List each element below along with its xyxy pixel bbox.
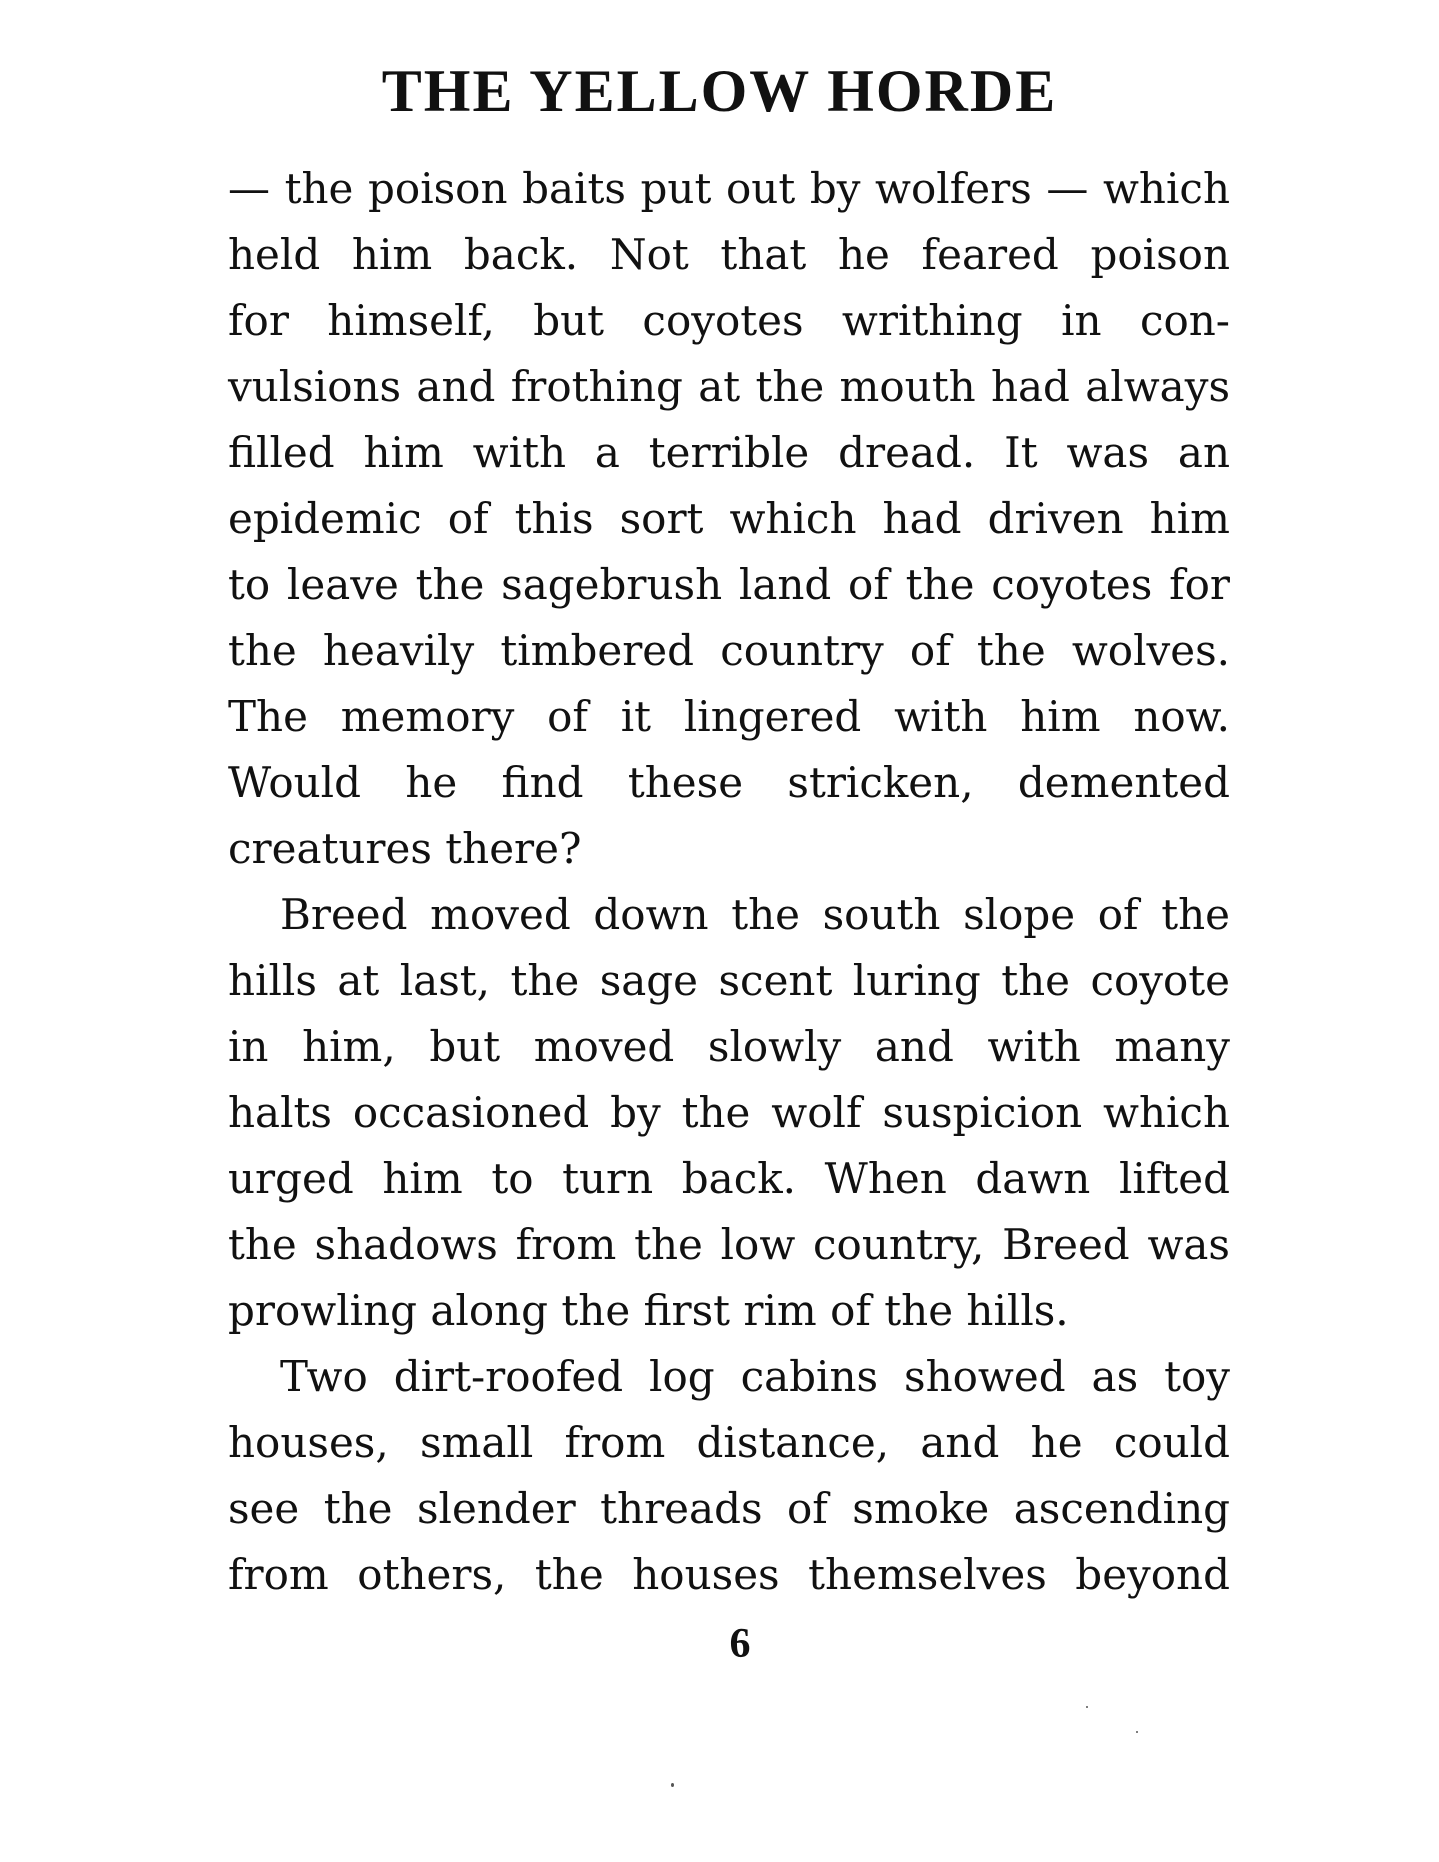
page-number: 6 [729, 1621, 751, 1667]
text-line: filled him with a terrible dread. It was an [228, 428, 1230, 477]
paragraph [228, 156, 1230, 882]
text-line: the heavily timbered country of the wolves. [228, 626, 1230, 675]
text-line: to leave the sagebrush land of the coyotes for [228, 560, 1230, 609]
text-line: houses, small from distance, and he could [228, 1418, 1230, 1467]
text-line: Two dirt-roofed log cabins showed as toy [280, 1352, 1230, 1401]
running-head-title: THE YELLOW HORDE [381, 58, 1058, 124]
text-line: halts occasioned by the wolf suspicion which [228, 1088, 1230, 1137]
text-line: Would he find these stricken, demented [228, 758, 1230, 807]
text-line: vulsions and frothing at the mouth had always [228, 362, 1230, 411]
text-line: epidemic of this sort which had driven him [228, 494, 1230, 543]
text-line: prowling along the first rim of the hills. [228, 1286, 1069, 1335]
text-line: in him, but moved slowly and with many [228, 1022, 1230, 1071]
text-line: for himself, but coyotes writhing in con- [228, 296, 1230, 345]
text-line: Breed moved down the south slope of the [280, 890, 1230, 939]
text-line: The memory of it lingered with him now. [228, 692, 1230, 741]
text-line: held him back. Not that he feared poison [228, 230, 1230, 279]
paragraph [228, 1344, 1230, 1608]
scan-speck [671, 1783, 674, 1787]
text-line: hills at last, the sage scent luring the coyote [228, 956, 1230, 1005]
text-line: — the poison baits put out by wolfers — which [228, 164, 1230, 213]
scan-speck [1136, 1731, 1138, 1733]
paragraph [228, 882, 1230, 1344]
scan-speck [1086, 1706, 1088, 1708]
text-line: creatures there? [228, 824, 582, 873]
text-line: urged him to turn back. When dawn lifted [228, 1154, 1230, 1203]
body-text [228, 156, 1230, 1608]
text-line: from others, the houses themselves beyond [228, 1550, 1230, 1599]
text-line: see the slender threads of smoke ascending [228, 1484, 1230, 1533]
text-line: the shadows from the low country, Breed was [228, 1220, 1230, 1269]
